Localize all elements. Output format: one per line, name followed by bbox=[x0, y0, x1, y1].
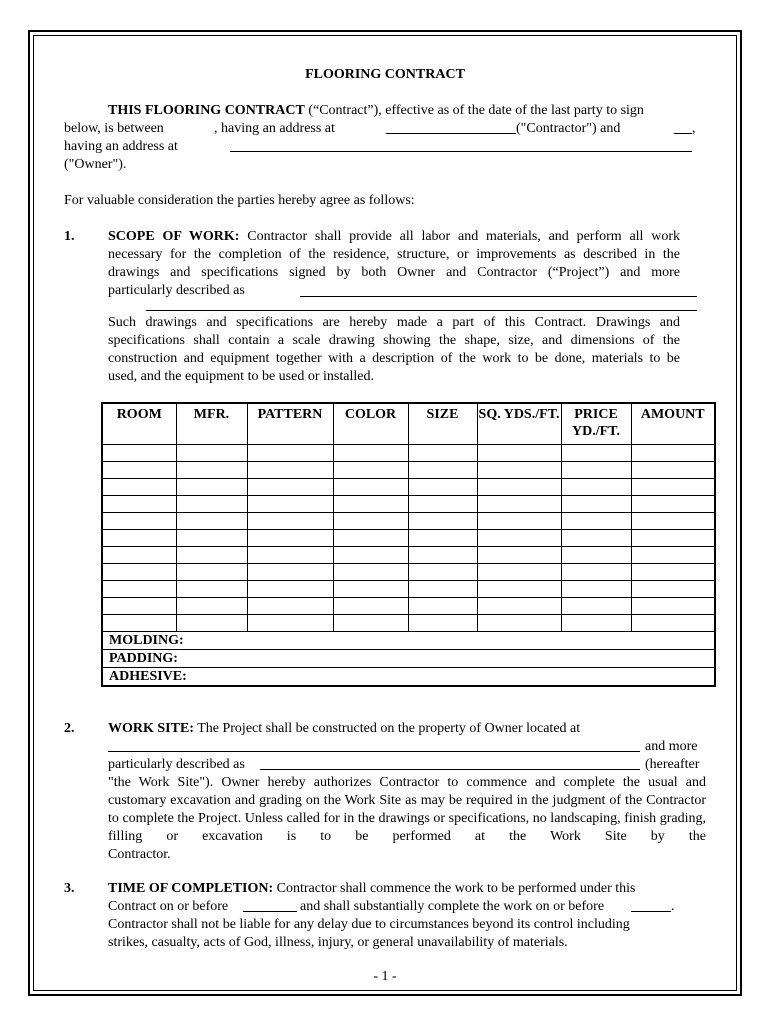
table-header-row bbox=[102, 403, 715, 445]
table-cell[interactable] bbox=[477, 598, 561, 615]
table-cell[interactable] bbox=[247, 547, 333, 564]
contractor-name-blank[interactable] bbox=[386, 133, 516, 134]
intro-address-label: , having an address at bbox=[214, 121, 335, 136]
table-cell[interactable] bbox=[561, 615, 631, 632]
table-cell[interactable] bbox=[102, 564, 176, 581]
column-header: MFR. bbox=[176, 403, 247, 445]
table-cell[interactable] bbox=[561, 496, 631, 513]
table-row bbox=[102, 496, 715, 513]
table-cell[interactable] bbox=[333, 564, 408, 581]
intro-lead-rest: (“Contract”), effective as of the date of the last party to sign bbox=[304, 103, 644, 118]
table-cell[interactable] bbox=[333, 513, 408, 530]
intro-comma: , bbox=[692, 121, 696, 136]
table-cell[interactable] bbox=[333, 547, 408, 564]
document-title: FLOORING CONTRACT bbox=[305, 67, 465, 82]
completion-date-blank[interactable] bbox=[631, 911, 671, 912]
column-header: PATTERN bbox=[247, 403, 333, 445]
project-description-blank-1[interactable] bbox=[300, 296, 697, 297]
table-cell[interactable] bbox=[333, 479, 408, 496]
table-cell[interactable] bbox=[631, 479, 715, 496]
table-cell[interactable] bbox=[176, 547, 247, 564]
table-cell[interactable] bbox=[408, 513, 477, 530]
table-cell[interactable] bbox=[631, 445, 715, 462]
table-cell[interactable] bbox=[631, 598, 715, 615]
table-cell[interactable] bbox=[247, 615, 333, 632]
table-cell[interactable] bbox=[477, 445, 561, 462]
section-1-text bbox=[108, 228, 680, 282]
table-cell[interactable] bbox=[477, 462, 561, 479]
table-cell[interactable] bbox=[631, 564, 715, 581]
column-header: ROOM bbox=[102, 403, 176, 445]
table-cell[interactable] bbox=[102, 581, 176, 598]
table-cell[interactable] bbox=[561, 581, 631, 598]
table-cell[interactable] bbox=[102, 598, 176, 615]
summary-row bbox=[102, 650, 715, 668]
section-2-line-1 bbox=[108, 720, 580, 738]
table-cell[interactable] bbox=[561, 462, 631, 479]
table-cell[interactable] bbox=[333, 581, 408, 598]
table-cell[interactable] bbox=[102, 479, 176, 496]
summary-row bbox=[102, 668, 715, 687]
section-1-drawings-text: Such drawings and specifications are hereby made a part of this Contract. Drawings and specifications shall contain a scale drawing showing the shape, size, and dimensions of the construction and equipment together with a description of the work to be done, materials to be bbox=[108, 315, 680, 366]
work-site-address-blank[interactable] bbox=[108, 751, 640, 752]
table-cell[interactable] bbox=[247, 530, 333, 547]
consideration-text: For valuable consideration the parties hereby agree as follows: bbox=[64, 193, 415, 208]
table-cell[interactable] bbox=[561, 530, 631, 547]
section-3-heading: TIME OF COMPLETION: bbox=[108, 881, 274, 896]
adhesive-cell[interactable]: ADHESIVE: bbox=[102, 668, 715, 687]
section-1-number: 1. bbox=[64, 229, 75, 244]
table-cell[interactable] bbox=[247, 462, 333, 479]
table-row bbox=[102, 462, 715, 479]
table-cell[interactable] bbox=[176, 564, 247, 581]
table-cell[interactable] bbox=[176, 445, 247, 462]
section-2-heading: WORK SITE: bbox=[108, 721, 194, 736]
section-3-line-1 bbox=[108, 880, 636, 898]
section-3-body: Contractor shall commence the work to be performed under this bbox=[273, 881, 636, 896]
page-number: - 1 - bbox=[373, 969, 397, 984]
table-cell[interactable] bbox=[333, 496, 408, 513]
table-cell[interactable] bbox=[333, 445, 408, 462]
table-cell[interactable] bbox=[176, 513, 247, 530]
intro-contractor-label: ("Contractor") and bbox=[516, 121, 621, 136]
column-header: COLOR bbox=[333, 403, 408, 445]
table-cell[interactable] bbox=[247, 581, 333, 598]
table-cell[interactable] bbox=[408, 547, 477, 564]
section-2-number: 2. bbox=[64, 721, 75, 736]
section-2-last: Contractor. bbox=[108, 847, 171, 862]
table-cell[interactable] bbox=[477, 615, 561, 632]
padding-cell[interactable]: PADDING: bbox=[102, 650, 715, 668]
column-header: SIZE bbox=[408, 403, 477, 445]
table-row bbox=[102, 479, 715, 496]
commence-date-blank[interactable] bbox=[243, 911, 297, 912]
owner-address-blank[interactable] bbox=[230, 151, 692, 152]
table-cell[interactable] bbox=[408, 479, 477, 496]
section-2-hereafter: (hereafter bbox=[645, 757, 700, 772]
table-cell[interactable] bbox=[631, 530, 715, 547]
table-cell[interactable] bbox=[408, 530, 477, 547]
table-cell[interactable] bbox=[408, 598, 477, 615]
table-cell[interactable] bbox=[477, 513, 561, 530]
table-cell[interactable] bbox=[408, 564, 477, 581]
table-cell[interactable] bbox=[333, 615, 408, 632]
section-1-body: Contractor shall provide all labor and materials, and perform all work necessary for the completion of the residence, structure, or improvements as described in the drawings and specifications signed by both Owner and Contractor (“Project”) and more bbox=[108, 229, 680, 280]
table-cell[interactable] bbox=[477, 547, 561, 564]
table-cell[interactable] bbox=[561, 547, 631, 564]
table-cell[interactable] bbox=[333, 530, 408, 547]
table-cell[interactable] bbox=[176, 530, 247, 547]
section-3-complete-label: and shall substantially complete the work on or before bbox=[300, 899, 605, 914]
table-cell[interactable] bbox=[247, 598, 333, 615]
table-cell[interactable] bbox=[333, 462, 408, 479]
table-cell[interactable] bbox=[631, 615, 715, 632]
intro-owner-address-label: having an address at bbox=[64, 139, 178, 154]
section-3-commence-label: Contract on or before bbox=[108, 899, 229, 914]
intro-between-label: below, is between bbox=[64, 121, 164, 136]
table-cell[interactable] bbox=[247, 445, 333, 462]
section-3-last: strikes, casualty, acts of God, illness, injury, or general unavailability of materials. bbox=[108, 935, 568, 950]
table-cell[interactable] bbox=[408, 496, 477, 513]
table-cell[interactable] bbox=[176, 462, 247, 479]
table-cell[interactable] bbox=[561, 564, 631, 581]
table-cell[interactable] bbox=[408, 445, 477, 462]
molding-cell[interactable]: MOLDING: bbox=[102, 632, 715, 650]
owner-name-blank[interactable] bbox=[674, 133, 692, 134]
table-cell[interactable] bbox=[477, 530, 561, 547]
section-2-and-more: and more bbox=[645, 739, 698, 754]
project-description-blank-2[interactable] bbox=[146, 310, 697, 311]
table-cell[interactable] bbox=[247, 513, 333, 530]
section-2-authorization-text: "the Work Site"). Owner hereby authorizes Contractor to commence and complete the usual and customary excavation and grading on the Work Site as may be required in the judgment of the Contractor to complete the Project. Unless called for in the drawings or specifications, no landscaping, finish grading, filling or excavation is to be performed at the Work Site by the bbox=[108, 775, 706, 844]
table-cell[interactable] bbox=[561, 598, 631, 615]
intro-line-1 bbox=[108, 102, 644, 120]
section-2-body: The Project shall be constructed on the property of Owner located at bbox=[193, 721, 581, 736]
table-cell[interactable] bbox=[561, 479, 631, 496]
table-cell[interactable] bbox=[102, 530, 176, 547]
table-cell[interactable] bbox=[176, 581, 247, 598]
table-cell[interactable] bbox=[176, 598, 247, 615]
table-cell[interactable] bbox=[102, 462, 176, 479]
table-cell[interactable] bbox=[176, 615, 247, 632]
table-cell[interactable] bbox=[631, 547, 715, 564]
table-row bbox=[102, 547, 715, 564]
table-row bbox=[102, 513, 715, 530]
table-row bbox=[102, 530, 715, 547]
table-cell[interactable] bbox=[247, 496, 333, 513]
section-2-described-label: particularly described as bbox=[108, 757, 245, 772]
intro-lead: THIS FLOORING CONTRACT bbox=[108, 103, 305, 118]
section-1-heading: SCOPE OF WORK: bbox=[108, 229, 240, 244]
table-cell[interactable] bbox=[631, 513, 715, 530]
intro-owner-label: ("Owner"). bbox=[64, 157, 127, 172]
table-cell[interactable] bbox=[477, 581, 561, 598]
table-row bbox=[102, 564, 715, 581]
table-cell[interactable] bbox=[176, 479, 247, 496]
table-cell[interactable] bbox=[102, 496, 176, 513]
section-3-period: . bbox=[671, 899, 675, 914]
section-3-liability-text: Contractor shall not be liable for any delay due to circumstances beyond its control including bbox=[108, 917, 630, 932]
column-header: PRICE YD./FT. bbox=[561, 403, 631, 445]
table-cell[interactable] bbox=[561, 513, 631, 530]
column-header: SQ. YDS./FT. bbox=[477, 403, 561, 445]
table-cell[interactable] bbox=[561, 445, 631, 462]
table-cell[interactable] bbox=[102, 615, 176, 632]
table-row bbox=[102, 445, 715, 462]
table-cell[interactable] bbox=[408, 615, 477, 632]
table-cell[interactable] bbox=[102, 513, 176, 530]
table-cell[interactable] bbox=[176, 496, 247, 513]
table-row bbox=[102, 615, 715, 632]
section-3-number: 3. bbox=[64, 881, 75, 896]
section-1-described-label: particularly described as bbox=[108, 283, 245, 298]
flooring-table bbox=[101, 402, 716, 687]
table-row bbox=[102, 598, 715, 615]
table-cell[interactable] bbox=[631, 581, 715, 598]
table-cell[interactable] bbox=[102, 547, 176, 564]
table-cell[interactable] bbox=[408, 581, 477, 598]
table-cell[interactable] bbox=[247, 479, 333, 496]
column-header: AMOUNT bbox=[631, 403, 715, 445]
table-cell[interactable] bbox=[631, 462, 715, 479]
table-cell[interactable] bbox=[477, 479, 561, 496]
table-row bbox=[102, 581, 715, 598]
summary-row bbox=[102, 632, 715, 650]
table-cell[interactable] bbox=[477, 564, 561, 581]
table-cell[interactable] bbox=[333, 598, 408, 615]
table-cell[interactable] bbox=[408, 462, 477, 479]
work-site-description-blank[interactable] bbox=[260, 769, 640, 770]
section-1-drawings-last: used, and the equipment to be used or installed. bbox=[108, 369, 374, 384]
table-cell[interactable] bbox=[247, 564, 333, 581]
table-cell[interactable] bbox=[477, 496, 561, 513]
table-cell[interactable] bbox=[631, 496, 715, 513]
table-cell[interactable] bbox=[102, 445, 176, 462]
